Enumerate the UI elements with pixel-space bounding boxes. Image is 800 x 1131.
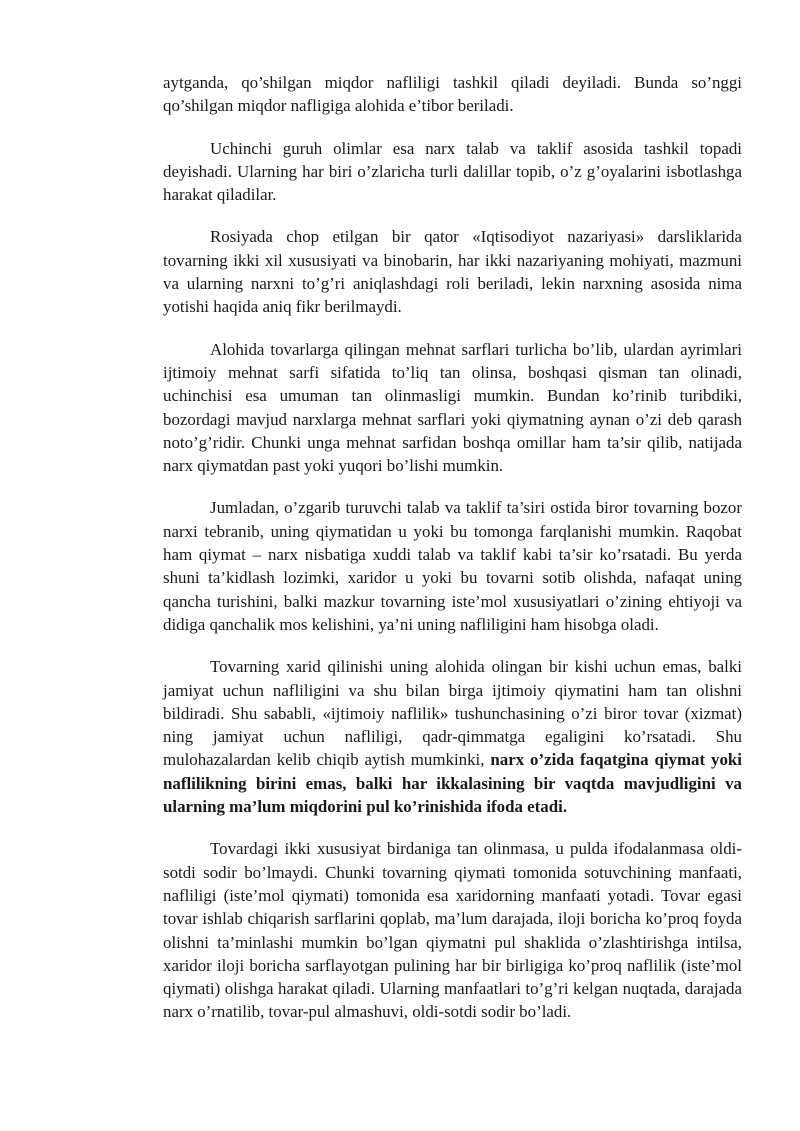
paragraph-4-text: Alohida tovarlarga qilingan mehnat sarflari turlicha bo’lib, ulardan ayrimlari ijtimoiy mehnat sarfi sifatida to’liq tan olinsa, boshqasi qisman tan olinadi, uchinchisi esa umuman tan olinmasligi mumkin. Bundan ko’rinib turibdiki, bozordagi mavjud narxlarga mehnat sarflari yoki qiymatning aynan o’zi deb qarash noto’g’ridir. Chunki unga mehnat sarfidan boshqa omillar ham ta’sir qilib, natijada narx qiymatdan past yoki yuqori bo’lishi mumkin. — [163, 339, 742, 476]
paragraph-3-text: Rosiyada chop etilgan bir qator «Iqtisodiyot nazariyasi» darsliklarida tovarning ikki xil xususiyati va binobarin, har ikki nazariyaning mohiyati, mazmuni va ularning narxni to’g’ri aniqlashdagi roli beriladi, lekin narxning asosida nima yotishi haqida aniq fikr berilmaydi. — [163, 227, 742, 317]
paragraph-7 — [163, 837, 742, 1023]
paragraph-5 — [163, 496, 742, 636]
paragraph-6 — [163, 655, 742, 818]
paragraph-4 — [163, 338, 742, 478]
document-page — [163, 71, 742, 1043]
paragraph-2 — [163, 137, 742, 207]
paragraph-6-text: Tovarning xarid qilinishi uning alohida olingan bir kishi uchun emas, balki jamiyat uchun nafliligini va shu bilan birga ijtimoiy qiymatini ham tan olishni bildiradi. Shu sababli, «ijtimoiy naflilik» tushunchasining o’zi biror tovar (xizmat) ning jamiyat uchun nafliligi, qadr-qimmatga egaligini ko’rsatadi. Shu mulohazalardan kelib chiqib aytish mumkinki, — [163, 657, 742, 770]
paragraph-1 — [163, 71, 742, 118]
paragraph-6-bold-conclusion: narx o’zida faqatgina qiymat yoki naflilikning birini emas, balki har ikkalasining bir vaqtda mavjudligini va ularning ma’lum miqdorini pul ko’rinishida ifoda etadi. — [163, 750, 742, 817]
paragraph-7-text: Tovardagi ikki xususiyat birdaniga tan olinmasa, u pulda ifodalanmasa oldi-sotdi sodir bo’lmaydi. Chunki tovarning qiymati tomonida sotuvchining manfaati, nafliligi (iste’mol qiymati) tomonida esa xaridorning manfaati yotadi. Tovar egasi tovar ishlab chiqarish sarflarini qoplab, ma’lum darajada, iloji boricha ko’proq foyda olishni ta’minlashi mumkin bo’lgan qiymatni pul shaklida o’zlashtirishga intilsa, xaridor iloji boricha sarflayotgan pulining har bir birligiga ko’proq naflilik (iste’mol qiymati) olishga harakat qiladi. Ularning manfaatlari to’g’ri kelgan nuqtada, darajada narx o’rnatilib, tovar-pul almashuvi, oldi-sotdi sodir bo’ladi. — [163, 839, 742, 1022]
paragraph-1-text: aytganda, qo’shilgan miqdor nafliligi tashkil qiladi deyiladi. Bunda so’nggi qo’shilgan miqdor nafligiga alohida e’tibor beriladi. — [163, 73, 742, 116]
paragraph-2-text: Uchinchi guruh olimlar esa narx talab va taklif asosida tashkil topadi deyishadi. Ularning har biri o’zlaricha turli dalillar topib, o’z g’oyalarini isbotlashga harakat qiladilar. — [163, 138, 742, 205]
paragraph-3 — [163, 225, 742, 318]
paragraph-5-text: Jumladan, o’zgarib turuvchi talab va taklif ta’siri ostida biror tovarning bozor narxi tebranib, uning qiymatidan u yoki bu tomonga farqlanishi mumkin. Raqobat ham qiymat – narx nisbatiga xuddi talab va taklif kabi ta’sir ko’rsatadi. Bu yerda shuni ta’kidlash lozimki, xaridor u yoki bu tovarni sotib olishda, nafaqat uning qancha turishini, balki mazkur tovarning iste’mol xususiyatlari o’zining ehtiyoji va didiga qanchalik mos kelishini, ya’ni uning nafliligini ham hisobga oladi. — [163, 498, 742, 634]
